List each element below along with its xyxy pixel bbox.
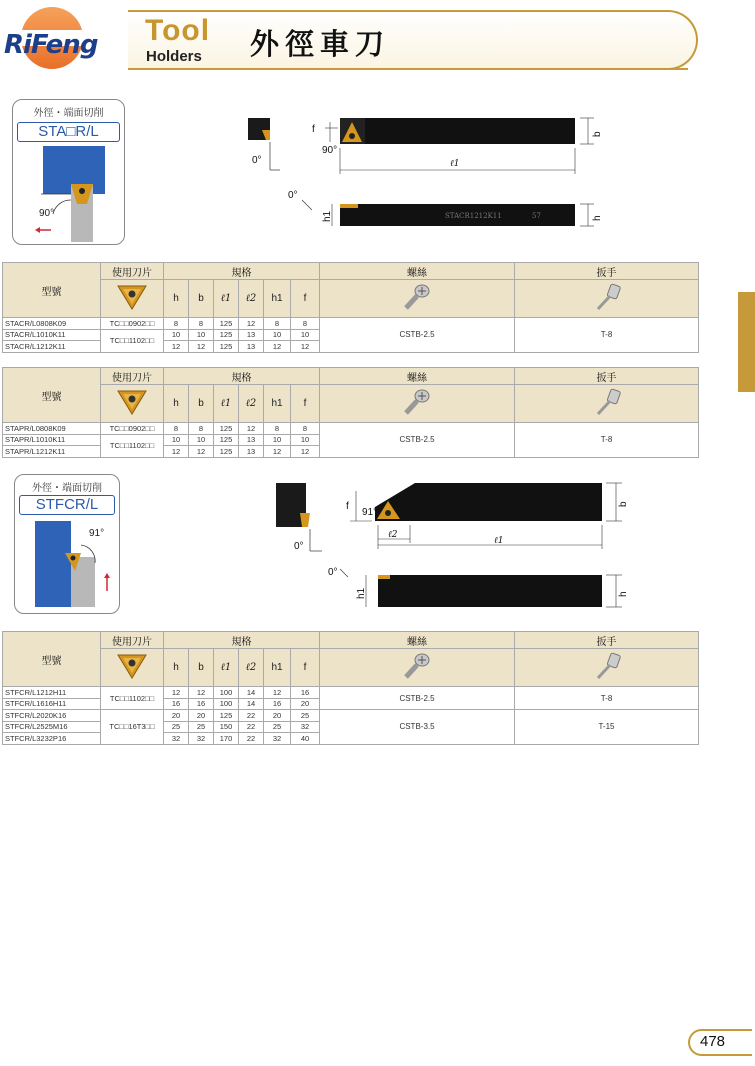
dim-label-h1: h1	[322, 210, 333, 222]
table-cell: 32	[164, 733, 189, 745]
col-insert-header: 使用刀片	[101, 368, 164, 385]
table-cell: 22	[239, 710, 264, 722]
type-card-stfcr	[14, 474, 120, 614]
insert-icon-cell	[101, 385, 164, 423]
triangle-insert-icon	[114, 387, 150, 417]
dim-angle-side: 0°	[288, 190, 298, 201]
table-cell-model: STACR/L1010K11	[3, 329, 101, 341]
table-cell: 25	[164, 721, 189, 733]
cutting-schematic-icon	[15, 517, 120, 613]
triangle-insert-icon	[114, 651, 150, 681]
table-cell: 10	[164, 329, 189, 341]
table-cell-insert: TC□□1102□□	[101, 329, 164, 352]
table-cell: 14	[239, 698, 264, 710]
table-cell: 12	[164, 341, 189, 353]
col-h1: h1	[264, 649, 291, 687]
tool-drawing-stfcr	[270, 477, 630, 617]
tool-drawing-sta	[240, 108, 620, 238]
table-cell: 125	[214, 318, 239, 330]
card-caption: 外徑・端面切削	[32, 483, 102, 494]
table-cell: 8	[189, 423, 214, 435]
section-side-tab	[738, 292, 755, 392]
table-cell: 16	[291, 687, 320, 699]
engraving-number: 57	[532, 212, 541, 220]
table-cell: 13	[239, 329, 264, 341]
table-cell: 125	[214, 423, 239, 435]
card-caption: 外徑・端面切削	[33, 108, 104, 119]
table-cell: 12	[239, 318, 264, 330]
page-title: 外徑車刀	[250, 27, 391, 61]
table-cell: 20	[264, 710, 291, 722]
header-divider	[128, 68, 688, 70]
table-cell-wrench: T-8	[515, 423, 699, 458]
cutting-schematic-icon	[13, 144, 125, 244]
col-screw-header: 螺絲	[320, 632, 515, 649]
table-cell-screw: CSTB-2.5	[320, 318, 515, 353]
col-model-header: 型號	[3, 632, 101, 687]
engraving-text: STACR1212K11	[445, 212, 502, 220]
table-cell: 8	[164, 423, 189, 435]
table-cell: 12	[189, 446, 214, 458]
table-cell: 100	[214, 698, 239, 710]
table-cell: 8	[264, 318, 291, 330]
col-l2: ℓ2	[239, 649, 264, 687]
dim-angle-end: 0°	[294, 541, 304, 552]
table-cell: 20	[164, 710, 189, 722]
wrench-icon	[590, 651, 624, 681]
col-model-header: 型號	[3, 263, 101, 318]
col-l1: ℓ1	[214, 280, 239, 318]
page-number: 478	[700, 1033, 726, 1050]
table-cell: 8	[164, 318, 189, 330]
dim-label-f: f	[346, 501, 349, 512]
screw-icon-cell	[320, 649, 515, 687]
table-cell: 125	[214, 710, 239, 722]
dim-angle-side: 0°	[328, 567, 338, 578]
table-cell-insert: TC□□1102□□	[101, 434, 164, 457]
table-cell-screw: CSTB-3.5	[320, 710, 515, 745]
col-spec-header: 規格	[164, 632, 320, 649]
col-b: b	[189, 649, 214, 687]
table-cell: 16	[164, 698, 189, 710]
table-cell: 20	[189, 710, 214, 722]
dim-label-b: b	[592, 131, 603, 137]
dim-label-h1: h1	[356, 587, 367, 599]
table-cell-insert: TC□□0902□□	[101, 318, 164, 330]
col-b: b	[189, 385, 214, 423]
wrench-icon-cell	[515, 280, 699, 318]
table-cell: 25	[291, 710, 320, 722]
insert-icon-cell	[101, 280, 164, 318]
table-cell: 16	[189, 698, 214, 710]
table-cell-insert: TC□□16T3□□	[101, 710, 164, 745]
table-cell: 25	[264, 721, 291, 733]
col-wrench-header: 扳手	[515, 263, 699, 280]
col-l1: ℓ1	[214, 649, 239, 687]
table-cell: 32	[189, 733, 214, 745]
table-cell-model: STACR/L1212K11	[3, 341, 101, 353]
col-f: f	[291, 649, 320, 687]
table-cell: 12	[239, 423, 264, 435]
table-cell: 13	[239, 341, 264, 353]
table-cell-wrench: T-15	[515, 710, 699, 745]
col-f: f	[291, 280, 320, 318]
col-spec-header: 規格	[164, 368, 320, 385]
table-cell: 12	[264, 341, 291, 353]
table-cell-model: STAPR/L1212K11	[3, 446, 101, 458]
col-insert-header: 使用刀片	[101, 263, 164, 280]
dim-label-f: f	[312, 124, 315, 135]
table-cell: 12	[164, 687, 189, 699]
col-b: b	[189, 280, 214, 318]
card-angle-label: 90°	[39, 208, 55, 219]
table-cell: 125	[214, 434, 239, 446]
col-l1: ℓ1	[214, 385, 239, 423]
type-card-sta	[12, 99, 125, 245]
col-screw-header: 螺絲	[320, 263, 515, 280]
col-f: f	[291, 385, 320, 423]
table-cell: 22	[239, 733, 264, 745]
table-cell: 12	[264, 446, 291, 458]
table-cell: 12	[291, 341, 320, 353]
wrench-icon-cell	[515, 385, 699, 423]
dim-label-h: h	[592, 215, 603, 221]
table-cell: 20	[291, 698, 320, 710]
wrench-icon	[590, 387, 624, 417]
table-cell: 32	[291, 721, 320, 733]
col-h1: h1	[264, 280, 291, 318]
table-cell-model: STFCR/L1212H11	[3, 687, 101, 699]
header-banner	[128, 10, 698, 70]
screw-icon	[400, 651, 434, 681]
table-cell-model: STACR/L0808K09	[3, 318, 101, 330]
table-cell: 13	[239, 446, 264, 458]
table-cell: 8	[291, 423, 320, 435]
table-cell-insert: TC□□1102□□	[101, 687, 164, 710]
table-cell: 8	[264, 423, 291, 435]
table-cell: 32	[264, 733, 291, 745]
col-insert-header: 使用刀片	[101, 632, 164, 649]
table-cell-wrench: T-8	[515, 318, 699, 353]
col-model-header: 型號	[3, 368, 101, 423]
table-cell: 8	[189, 318, 214, 330]
table-cell: 12	[264, 687, 291, 699]
dim-angle-tip: 90°	[322, 145, 338, 156]
table-cell-model: STFCR/L1616H11	[3, 698, 101, 710]
col-wrench-header: 扳手	[515, 632, 699, 649]
table-cell-model: STFCR/L3232P16	[3, 733, 101, 745]
screw-icon	[400, 387, 434, 417]
spec-table-stapr	[2, 367, 699, 458]
table-cell-model: STFCR/L2020K16	[3, 710, 101, 722]
card-angle-label: 91°	[89, 528, 105, 539]
dim-angle-tip: 91°	[362, 507, 378, 518]
table-cell-screw: CSTB-2.5	[320, 687, 515, 710]
table-cell: 170	[214, 733, 239, 745]
col-spec-header: 規格	[164, 263, 320, 280]
col-l2: ℓ2	[239, 280, 264, 318]
table-cell: 10	[189, 434, 214, 446]
table-cell-model: STAPR/L1010K11	[3, 434, 101, 446]
table-cell: 12	[189, 341, 214, 353]
dim-label-h: h	[618, 591, 629, 597]
table-cell: 125	[214, 329, 239, 341]
tool-word: Tool	[145, 14, 211, 47]
dim-label-b: b	[618, 501, 629, 507]
col-h1: h1	[264, 385, 291, 423]
table-cell: 12	[189, 687, 214, 699]
col-h: h	[164, 280, 189, 318]
table-cell-insert: TC□□0902□□	[101, 423, 164, 435]
table-cell: 10	[291, 329, 320, 341]
table-cell: 125	[214, 446, 239, 458]
col-h: h	[164, 649, 189, 687]
screw-icon	[400, 282, 434, 312]
screw-icon-cell	[320, 385, 515, 423]
table-cell: 12	[291, 446, 320, 458]
table-cell-model: STAPR/L0808K09	[3, 423, 101, 435]
dim-angle-end: 0°	[252, 155, 262, 166]
table-cell: 8	[291, 318, 320, 330]
wrench-icon	[590, 282, 624, 312]
table-cell: 10	[291, 434, 320, 446]
table-cell: 14	[239, 687, 264, 699]
table-cell-screw: CSTB-2.5	[320, 423, 515, 458]
table-cell: 100	[214, 687, 239, 699]
dim-label-l2: ℓ2	[388, 530, 398, 540]
holders-word: Holders	[146, 48, 202, 65]
table-cell: 10	[264, 329, 291, 341]
table-cell: 22	[239, 721, 264, 733]
table-cell: 40	[291, 733, 320, 745]
brand-name: RiFeng	[4, 30, 98, 60]
table-cell: 10	[164, 434, 189, 446]
col-wrench-header: 扳手	[515, 368, 699, 385]
col-l2: ℓ2	[239, 385, 264, 423]
col-screw-header: 螺絲	[320, 368, 515, 385]
table-cell: 12	[164, 446, 189, 458]
triangle-insert-icon	[114, 282, 150, 312]
table-cell-wrench: T-8	[515, 687, 699, 710]
col-h: h	[164, 385, 189, 423]
table-cell-model: STFCR/L2525M16	[3, 721, 101, 733]
table-cell: 10	[189, 329, 214, 341]
table-cell: 125	[214, 341, 239, 353]
table-cell: 25	[189, 721, 214, 733]
screw-icon-cell	[320, 280, 515, 318]
table-cell: 16	[264, 698, 291, 710]
table-cell: 13	[239, 434, 264, 446]
table-cell: 150	[214, 721, 239, 733]
insert-icon-cell	[101, 649, 164, 687]
spec-table-stacr	[2, 262, 699, 353]
card-code: STA□R/L	[17, 122, 120, 142]
dim-label-l1: ℓ1	[494, 536, 504, 546]
card-code: STFCR/L	[19, 495, 115, 515]
spec-table-stfcr	[2, 631, 699, 745]
table-cell: 10	[264, 434, 291, 446]
dim-label-l1: ℓ1	[450, 159, 460, 169]
wrench-icon-cell	[515, 649, 699, 687]
